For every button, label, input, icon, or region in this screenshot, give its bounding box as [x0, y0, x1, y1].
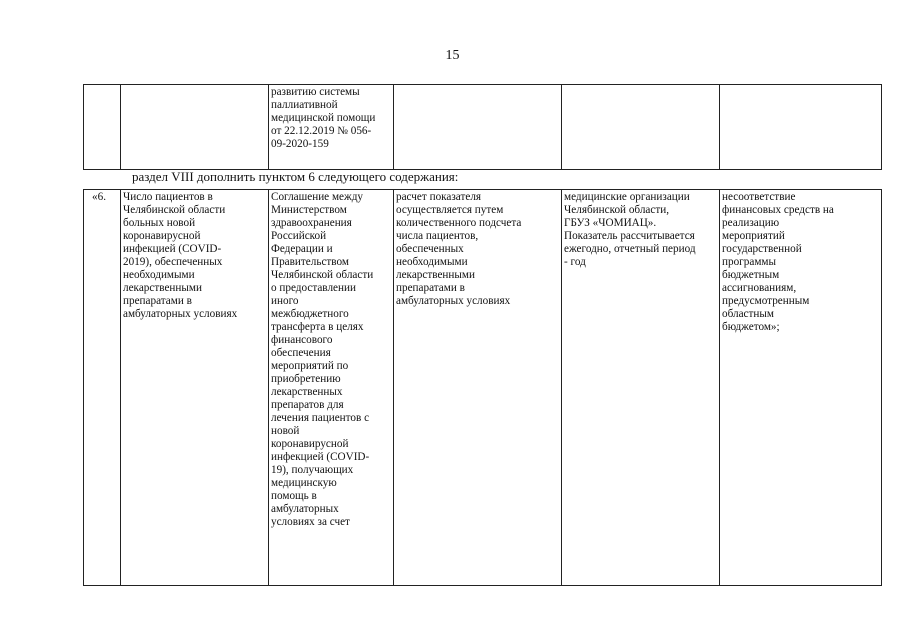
table-cell-num — [84, 85, 121, 170]
table-cell-source — [562, 85, 720, 170]
table-cell-basis: Соглашение между Министерством здравоохранения Российской Федерации и Правительством Челябинской области о предоставлении иного межбюджетного трансферта в целях финансового обеспечения мероприятий по приобретению лекарственных препаратов для лечения пациентов с новой коронавирусной инфекцией (COVID- 19), получающих медицинскую помощь в амбулаторных условиях за счет — [269, 190, 394, 586]
table-row — [84, 190, 882, 586]
indicator-table — [83, 189, 882, 586]
continued-table-row — [83, 84, 882, 170]
table-cell-risks — [720, 85, 882, 170]
table-row — [84, 85, 882, 170]
table-cell-num: «6. — [84, 190, 121, 586]
table-cell-calculation: расчет показателя осуществляется путем количественного подсчета числа пациентов, обеспеченных необходимыми лекарственными препаратами в амбулаторных условиях — [394, 190, 562, 586]
page-number: 15 — [445, 48, 460, 63]
table-cell-indicator — [121, 85, 269, 170]
table-cell-indicator: Число пациентов в Челябинской области больных новой коронавирусной инфекцией (COVID- 2019), обеспеченных необходимыми лекарственными препаратами в амбулаторных условиях — [121, 190, 269, 586]
table-cell-calculation — [394, 85, 562, 170]
table-cell-source: медицинские организации Челябинской области, ГБУЗ «ЧОМИАЦ». Показатель рассчитывается ежегодно, отчетный период - год — [562, 190, 720, 586]
table-cell-risks: несоответствие финансовых средств на реализацию мероприятий государственной программы бюджетным ассигнованиям, предусмотренным областным бюджетом»; — [720, 190, 882, 586]
section-note: раздел VIII дополнить пунктом 6 следующего содержания: — [132, 169, 459, 184]
table-cell-basis: развитию системы паллиативной медицинской помощи от 22.12.2019 № 056- 09-2020-159 — [269, 85, 394, 170]
